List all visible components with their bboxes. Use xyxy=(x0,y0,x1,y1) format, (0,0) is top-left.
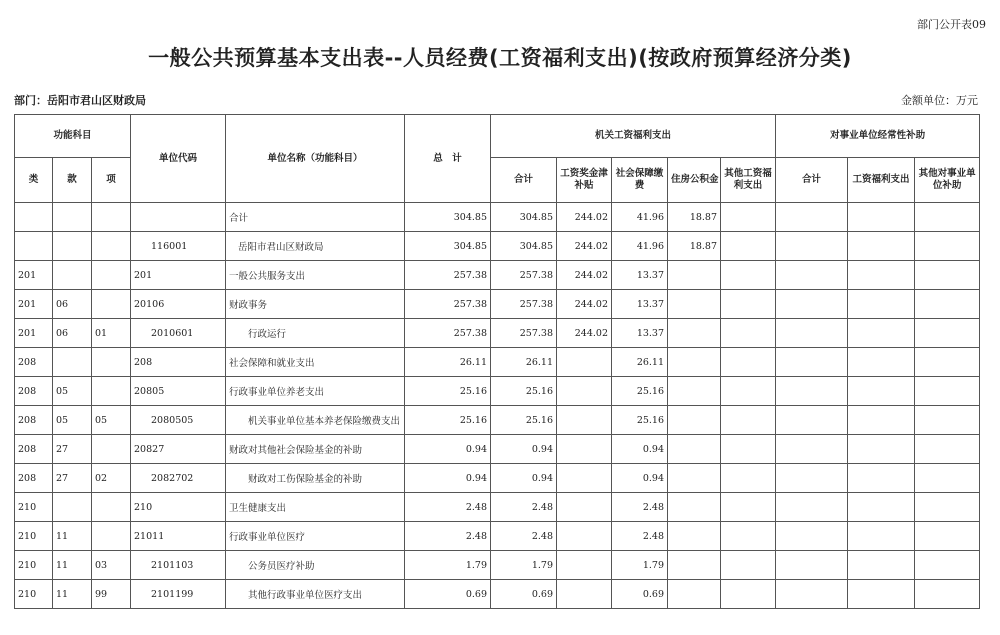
table-row xyxy=(15,377,980,406)
department-label: 部门：岳阳市君山区财政局 xyxy=(14,94,146,107)
cell-xiang: 05 xyxy=(92,406,131,435)
cell-lei: 208 xyxy=(15,435,53,464)
cell-sub-wage xyxy=(848,203,915,232)
table-row xyxy=(15,435,980,464)
cell-org-sum: 26.11 xyxy=(491,348,557,377)
cell-name: 社会保障和就业支出 xyxy=(226,348,405,377)
table-row xyxy=(15,406,980,435)
cell-code: 20106 xyxy=(131,290,226,319)
cell-org-wage: 244.02 xyxy=(557,319,612,348)
header-org-wage: 工资奖金津补贴 xyxy=(557,158,612,203)
table-row xyxy=(15,580,980,609)
cell-org-housing xyxy=(668,580,721,609)
table-row xyxy=(15,290,980,319)
cell-org-social: 2.48 xyxy=(612,493,668,522)
cell-sub-sum xyxy=(776,348,848,377)
cell-org-wage: 244.02 xyxy=(557,290,612,319)
cell-org-housing xyxy=(668,435,721,464)
cell-org-social: 0.69 xyxy=(612,580,668,609)
cell-lei: 210 xyxy=(15,580,53,609)
table-number-label: 部门公开表09 xyxy=(917,18,986,31)
cell-sub-wage xyxy=(848,522,915,551)
amount-unit-label: 金额单位：万元 xyxy=(901,94,978,107)
cell-org-housing xyxy=(668,522,721,551)
header-unit-code: 单位代码 xyxy=(131,115,226,203)
cell-org-housing xyxy=(668,261,721,290)
table-row xyxy=(15,261,980,290)
cell-sub-other xyxy=(915,261,980,290)
table-row xyxy=(15,232,980,261)
cell-org-wage xyxy=(557,580,612,609)
cell-kuan xyxy=(53,261,92,290)
cell-xiang xyxy=(92,435,131,464)
cell-org-sum: 25.16 xyxy=(491,377,557,406)
cell-code: 2010601 xyxy=(131,319,226,348)
cell-code: 21011 xyxy=(131,522,226,551)
cell-name: 卫生健康支出 xyxy=(226,493,405,522)
table-row xyxy=(15,319,980,348)
cell-org-other xyxy=(721,493,776,522)
cell-sub-other xyxy=(915,290,980,319)
cell-xiang xyxy=(92,232,131,261)
cell-org-social: 0.94 xyxy=(612,464,668,493)
header-org-housing: 住房公积金 xyxy=(668,158,721,203)
table-row xyxy=(15,551,980,580)
cell-org-social: 26.11 xyxy=(612,348,668,377)
cell-org-wage xyxy=(557,348,612,377)
cell-org-social: 2.48 xyxy=(612,522,668,551)
cell-kuan xyxy=(53,203,92,232)
cell-kuan xyxy=(53,232,92,261)
cell-sub-other xyxy=(915,522,980,551)
cell-org-wage xyxy=(557,493,612,522)
table-row xyxy=(15,493,980,522)
cell-xiang: 99 xyxy=(92,580,131,609)
cell-org-other xyxy=(721,522,776,551)
cell-lei: 201 xyxy=(15,290,53,319)
cell-total: 2.48 xyxy=(405,522,491,551)
cell-code: 20827 xyxy=(131,435,226,464)
cell-xiang xyxy=(92,290,131,319)
cell-code: 2101103 xyxy=(131,551,226,580)
cell-total: 257.38 xyxy=(405,261,491,290)
cell-name: 财政对工伤保险基金的补助 xyxy=(226,464,405,493)
cell-kuan: 06 xyxy=(53,290,92,319)
cell-org-social: 25.16 xyxy=(612,406,668,435)
cell-org-housing xyxy=(668,290,721,319)
cell-code: 2082702 xyxy=(131,464,226,493)
cell-org-wage xyxy=(557,464,612,493)
cell-sub-other xyxy=(915,203,980,232)
cell-org-social: 13.37 xyxy=(612,319,668,348)
cell-kuan xyxy=(53,493,92,522)
cell-org-social: 41.96 xyxy=(612,203,668,232)
cell-lei: 201 xyxy=(15,261,53,290)
cell-org-other xyxy=(721,580,776,609)
cell-sub-sum xyxy=(776,232,848,261)
header-sub-wage: 工资福利支出 xyxy=(848,158,915,203)
cell-lei: 210 xyxy=(15,522,53,551)
cell-code: 210 xyxy=(131,493,226,522)
cell-org-housing xyxy=(668,377,721,406)
cell-sub-other xyxy=(915,406,980,435)
cell-lei: 208 xyxy=(15,464,53,493)
header-org-other: 其他工资福利支出 xyxy=(721,158,776,203)
cell-org-wage xyxy=(557,551,612,580)
cell-total: 2.48 xyxy=(405,493,491,522)
header-function-subject: 功能科目 xyxy=(15,115,131,158)
cell-org-sum: 2.48 xyxy=(491,493,557,522)
cell-org-sum: 2.48 xyxy=(491,522,557,551)
cell-total: 0.94 xyxy=(405,464,491,493)
cell-total: 304.85 xyxy=(405,203,491,232)
cell-org-wage xyxy=(557,406,612,435)
cell-xiang: 03 xyxy=(92,551,131,580)
cell-org-sum: 257.38 xyxy=(491,319,557,348)
header-org-social: 社会保障缴费 xyxy=(612,158,668,203)
cell-xiang: 02 xyxy=(92,464,131,493)
cell-sub-sum xyxy=(776,493,848,522)
cell-org-sum: 304.85 xyxy=(491,232,557,261)
header-xiang: 项 xyxy=(92,158,131,203)
cell-org-wage: 244.02 xyxy=(557,203,612,232)
cell-sub-wage xyxy=(848,493,915,522)
cell-name: 其他行政事业单位医疗支出 xyxy=(226,580,405,609)
header-subsidy-group: 对事业单位经常性补助 xyxy=(776,115,980,158)
header-kuan: 款 xyxy=(53,158,92,203)
cell-lei xyxy=(15,232,53,261)
cell-org-housing xyxy=(668,551,721,580)
cell-org-housing xyxy=(668,464,721,493)
cell-name: 公务员医疗补助 xyxy=(226,551,405,580)
cell-org-housing xyxy=(668,493,721,522)
cell-sub-sum xyxy=(776,319,848,348)
table-body xyxy=(15,203,980,609)
cell-sub-sum xyxy=(776,290,848,319)
cell-org-social: 1.79 xyxy=(612,551,668,580)
cell-lei: 201 xyxy=(15,319,53,348)
cell-kuan: 06 xyxy=(53,319,92,348)
cell-sub-other xyxy=(915,319,980,348)
cell-total: 25.16 xyxy=(405,377,491,406)
cell-sub-wage xyxy=(848,551,915,580)
cell-lei: 210 xyxy=(15,493,53,522)
cell-sub-wage xyxy=(848,464,915,493)
cell-kuan: 27 xyxy=(53,435,92,464)
cell-lei: 208 xyxy=(15,406,53,435)
cell-kuan: 05 xyxy=(53,406,92,435)
header-unit-name: 单位名称（功能科目） xyxy=(226,115,405,203)
cell-name: 机关事业单位基本养老保险缴费支出 xyxy=(226,406,405,435)
cell-name: 一般公共服务支出 xyxy=(226,261,405,290)
cell-code: 2101199 xyxy=(131,580,226,609)
cell-org-social: 41.96 xyxy=(612,232,668,261)
cell-sub-wage xyxy=(848,232,915,261)
cell-sub-other xyxy=(915,348,980,377)
cell-org-sum: 257.38 xyxy=(491,290,557,319)
cell-org-other xyxy=(721,377,776,406)
cell-sub-sum xyxy=(776,377,848,406)
cell-kuan: 11 xyxy=(53,551,92,580)
cell-sub-sum xyxy=(776,522,848,551)
cell-name: 行政运行 xyxy=(226,319,405,348)
cell-total: 1.79 xyxy=(405,551,491,580)
cell-org-housing xyxy=(668,348,721,377)
cell-sub-other xyxy=(915,551,980,580)
header-total: 总 计 xyxy=(405,115,491,203)
cell-name: 财政事务 xyxy=(226,290,405,319)
cell-org-sum: 0.69 xyxy=(491,580,557,609)
cell-org-housing xyxy=(668,319,721,348)
cell-sub-sum xyxy=(776,464,848,493)
cell-total: 257.38 xyxy=(405,290,491,319)
cell-org-other xyxy=(721,435,776,464)
cell-lei: 210 xyxy=(15,551,53,580)
cell-kuan: 11 xyxy=(53,580,92,609)
cell-org-sum: 0.94 xyxy=(491,464,557,493)
cell-org-other xyxy=(721,232,776,261)
cell-org-other xyxy=(721,464,776,493)
cell-xiang: 01 xyxy=(92,319,131,348)
cell-kuan: 05 xyxy=(53,377,92,406)
cell-total: 0.94 xyxy=(405,435,491,464)
cell-code: 20805 xyxy=(131,377,226,406)
cell-total: 304.85 xyxy=(405,232,491,261)
cell-sub-wage xyxy=(848,435,915,464)
cell-org-housing: 18.87 xyxy=(668,203,721,232)
cell-org-sum: 25.16 xyxy=(491,406,557,435)
cell-total: 0.69 xyxy=(405,580,491,609)
cell-org-wage xyxy=(557,522,612,551)
cell-org-wage xyxy=(557,435,612,464)
cell-org-sum: 257.38 xyxy=(491,261,557,290)
cell-code: 116001 xyxy=(131,232,226,261)
table-row xyxy=(15,522,980,551)
header-sub-sum: 合计 xyxy=(776,158,848,203)
cell-xiang xyxy=(92,522,131,551)
cell-sub-wage xyxy=(848,290,915,319)
cell-org-other xyxy=(721,203,776,232)
cell-sub-other xyxy=(915,377,980,406)
header-org-sum: 合计 xyxy=(491,158,557,203)
cell-name: 行政事业单位养老支出 xyxy=(226,377,405,406)
header-org-group: 机关工资福利支出 xyxy=(491,115,776,158)
cell-sub-sum xyxy=(776,203,848,232)
cell-lei xyxy=(15,203,53,232)
cell-lei: 208 xyxy=(15,348,53,377)
budget-table xyxy=(14,114,980,609)
cell-org-sum: 1.79 xyxy=(491,551,557,580)
header-lei: 类 xyxy=(15,158,53,203)
cell-org-housing xyxy=(668,406,721,435)
cell-org-wage xyxy=(557,377,612,406)
cell-kuan: 11 xyxy=(53,522,92,551)
cell-name: 财政对其他社会保险基金的补助 xyxy=(226,435,405,464)
cell-sub-other xyxy=(915,464,980,493)
cell-org-social: 13.37 xyxy=(612,261,668,290)
cell-sub-other xyxy=(915,493,980,522)
page-title: 一般公共预算基本支出表--人员经费(工资福利支出)(按政府预算经济分类) xyxy=(148,46,852,70)
cell-code: 201 xyxy=(131,261,226,290)
cell-org-social: 13.37 xyxy=(612,290,668,319)
cell-sub-wage xyxy=(848,261,915,290)
cell-code xyxy=(131,203,226,232)
cell-xiang xyxy=(92,493,131,522)
cell-xiang xyxy=(92,377,131,406)
cell-sub-sum xyxy=(776,580,848,609)
cell-sub-sum xyxy=(776,435,848,464)
table-row xyxy=(15,348,980,377)
cell-org-other xyxy=(721,348,776,377)
cell-org-sum: 304.85 xyxy=(491,203,557,232)
cell-sub-other xyxy=(915,580,980,609)
cell-org-other xyxy=(721,290,776,319)
cell-kuan xyxy=(53,348,92,377)
cell-sub-wage xyxy=(848,348,915,377)
cell-code: 208 xyxy=(131,348,226,377)
cell-sub-wage xyxy=(848,377,915,406)
cell-org-sum: 0.94 xyxy=(491,435,557,464)
cell-sub-wage xyxy=(848,319,915,348)
cell-name: 合计 xyxy=(226,203,405,232)
cell-sub-wage xyxy=(848,580,915,609)
cell-total: 25.16 xyxy=(405,406,491,435)
cell-sub-sum xyxy=(776,551,848,580)
cell-xiang xyxy=(92,261,131,290)
cell-sub-sum xyxy=(776,261,848,290)
cell-org-social: 0.94 xyxy=(612,435,668,464)
cell-kuan: 27 xyxy=(53,464,92,493)
cell-sub-wage xyxy=(848,406,915,435)
cell-org-other xyxy=(721,551,776,580)
cell-sub-other xyxy=(915,435,980,464)
table-row xyxy=(15,203,980,232)
cell-total: 26.11 xyxy=(405,348,491,377)
cell-org-social: 25.16 xyxy=(612,377,668,406)
cell-total: 257.38 xyxy=(405,319,491,348)
cell-xiang xyxy=(92,348,131,377)
cell-org-housing: 18.87 xyxy=(668,232,721,261)
cell-xiang xyxy=(92,203,131,232)
cell-name: 行政事业单位医疗 xyxy=(226,522,405,551)
cell-lei: 208 xyxy=(15,377,53,406)
cell-sub-other xyxy=(915,232,980,261)
cell-org-wage: 244.02 xyxy=(557,261,612,290)
cell-org-other xyxy=(721,406,776,435)
cell-sub-sum xyxy=(776,406,848,435)
cell-org-other xyxy=(721,319,776,348)
table-row xyxy=(15,464,980,493)
cell-org-wage: 244.02 xyxy=(557,232,612,261)
cell-org-other xyxy=(721,261,776,290)
cell-name: 岳阳市君山区财政局 xyxy=(226,232,405,261)
header-sub-other: 其他对事业单位补助 xyxy=(915,158,980,203)
cell-code: 2080505 xyxy=(131,406,226,435)
